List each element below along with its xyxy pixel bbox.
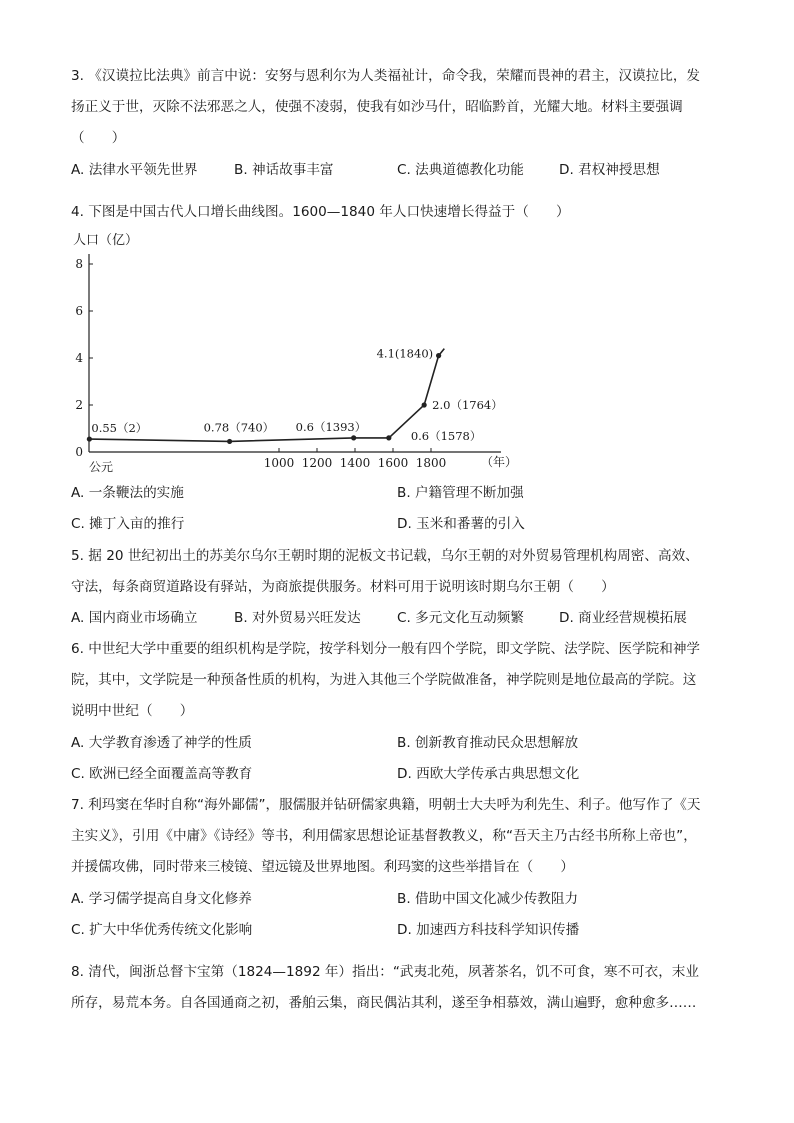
data-label: 0.78（740）: [203, 420, 275, 435]
y-tick-label: 2: [75, 398, 83, 412]
data-point: [436, 353, 441, 358]
q3-option-d: D. 君权神授思想: [559, 162, 660, 178]
x-axis-label: （年）: [481, 455, 518, 469]
y-tick-label: 8: [75, 257, 83, 271]
q3-stem-line2: 扬正义于世，灭除不法邪恶之人，使强不凌弱，使我有如沙马什，昭临黔首，光耀大地。材料主要强调: [71, 99, 683, 115]
q4-option-d: D. 玉米和番薯的引入: [397, 516, 525, 532]
q8-stem-line2: 所存，易荒本务。自各国通商之初，番舶云集，商民偶沾其利，遂至争相慕效，满山遍野，愈种愈多……: [71, 995, 697, 1011]
q3-option-c: C. 法典道德教化功能: [397, 162, 524, 178]
y-tick-label: 4: [75, 351, 83, 365]
q7-option-a: A. 学习儒学提高自身文化修养: [71, 891, 252, 907]
q7-stem-line2: 主实义》，引用《中庸》《诗经》等书，利用儒家思想论证基督教教义，称“吾天主乃古经书所称上帝也”，: [71, 828, 697, 844]
data-label: 4.1(1840): [376, 346, 434, 361]
q7-stem-line1: 7. 利玛窦在华时自称“海外鄙儒”，服儒服并钻研儒家典籍，明朝士大夫呼为利先生、利子。他写作了《天: [71, 797, 701, 813]
q3-stem-line1: 3. 《汉谟拉比法典》前言中说：安努与恩利尔为人类福祉计，命令我，荣耀而畏神的君主，汉谟拉比，发: [71, 68, 701, 84]
x-tick-label: 1000: [263, 456, 295, 470]
data-point: [87, 436, 92, 441]
q6-option-b: B. 创新教育推动民众思想解放: [397, 735, 579, 751]
data-point: [422, 402, 427, 407]
q5-option-b: B. 对外贸易兴旺发达: [234, 610, 361, 626]
x-origin-label: 公元: [89, 460, 114, 474]
data-label: 0.6（1393）: [295, 419, 367, 434]
q8-stem-line1: 8. 清代，闽浙总督卞宝第（1824—1892 年）指出：“武夷北苑，夙著茶名，饥不可食，寒不可衣，末业: [71, 964, 699, 980]
q7-option-d: D. 加速西方科技科学知识传播: [397, 922, 580, 938]
q4-option-c: C. 摊丁入亩的推行: [71, 516, 185, 532]
q6-stem-line2: 院，其中，文学院是一种预备性质的机构，为进入其他三个学院做准备，神学院则是地位最高的学院。这: [71, 672, 697, 688]
q3-option-b: B. 神话故事丰富: [234, 162, 334, 178]
x-tick-label: 1800: [415, 456, 447, 470]
q6-option-d: D. 西欧大学传承古典思想文化: [397, 766, 580, 782]
chart-labels: [91, 347, 502, 443]
q7-option-b: B. 借助中国文化减少传教阻力: [397, 891, 579, 907]
q5-option-d: D. 商业经营规模拓展: [559, 610, 687, 626]
q6-option-a: A. 大学教育渗透了神学的性质: [71, 735, 252, 751]
data-label: 0.55（2）: [91, 421, 148, 436]
q4-option-a: A. 一条鞭法的实施: [71, 485, 184, 501]
data-point: [386, 435, 391, 440]
q6-stem-line3: 说明中世纪（ ）: [71, 703, 194, 719]
population-chart: [71, 226, 518, 476]
x-tick-label: 1400: [339, 456, 371, 470]
y-tick-label: 6: [75, 304, 83, 318]
data-label: 0.6（1578）: [410, 428, 482, 443]
q6-option-c: C. 欧洲已经全面覆盖高等教育: [71, 766, 253, 782]
q5-stem-line1: 5. 据 20 世纪初出土的苏美尔乌尔王朝时期的泥板文书记载，乌尔王朝的对外贸易管理机构周密、高效、: [71, 548, 699, 564]
data-point: [227, 439, 232, 444]
data-point: [351, 435, 356, 440]
q5-stem-line2: 守法，每条商贸道路设有驿站，为商旅提供服务。材料可用于说明该时期乌尔王朝（ ）: [71, 579, 615, 595]
q7-stem-line3: 并援儒攻佛，同时带来三棱镜、望远镜及世界地图。利玛窦的这些举措旨在（ ）: [71, 859, 574, 875]
y-axis-label: 人口（亿）: [73, 233, 139, 248]
x-tick-label: 1200: [301, 456, 333, 470]
q7-option-c: C. 扩大中华优秀传统文化影响: [71, 922, 253, 938]
q4-stem-line1: 4. 下图是中国古代人口增长曲线图。1600—1840 年人口快速增长得益于（ ）: [71, 204, 570, 220]
y-tick-label: 0: [75, 445, 83, 459]
x-tick-label: 1600: [377, 456, 409, 470]
q3-stem-line3: （ ）: [71, 130, 126, 146]
q3-option-a: A. 法律水平领先世界: [71, 162, 198, 178]
q4-option-b: B. 户籍管理不断加强: [397, 485, 524, 501]
q5-option-a: A. 国内商业市场确立: [71, 610, 198, 626]
q6-stem-line1: 6. 中世纪大学中重要的组织机构是学院，按学科划分一般有四个学院，即文学院、法学院、医学院和神学: [71, 641, 701, 657]
data-label: 2.0（1764）: [432, 398, 503, 412]
q5-option-c: C. 多元文化互动频繁: [397, 610, 524, 626]
